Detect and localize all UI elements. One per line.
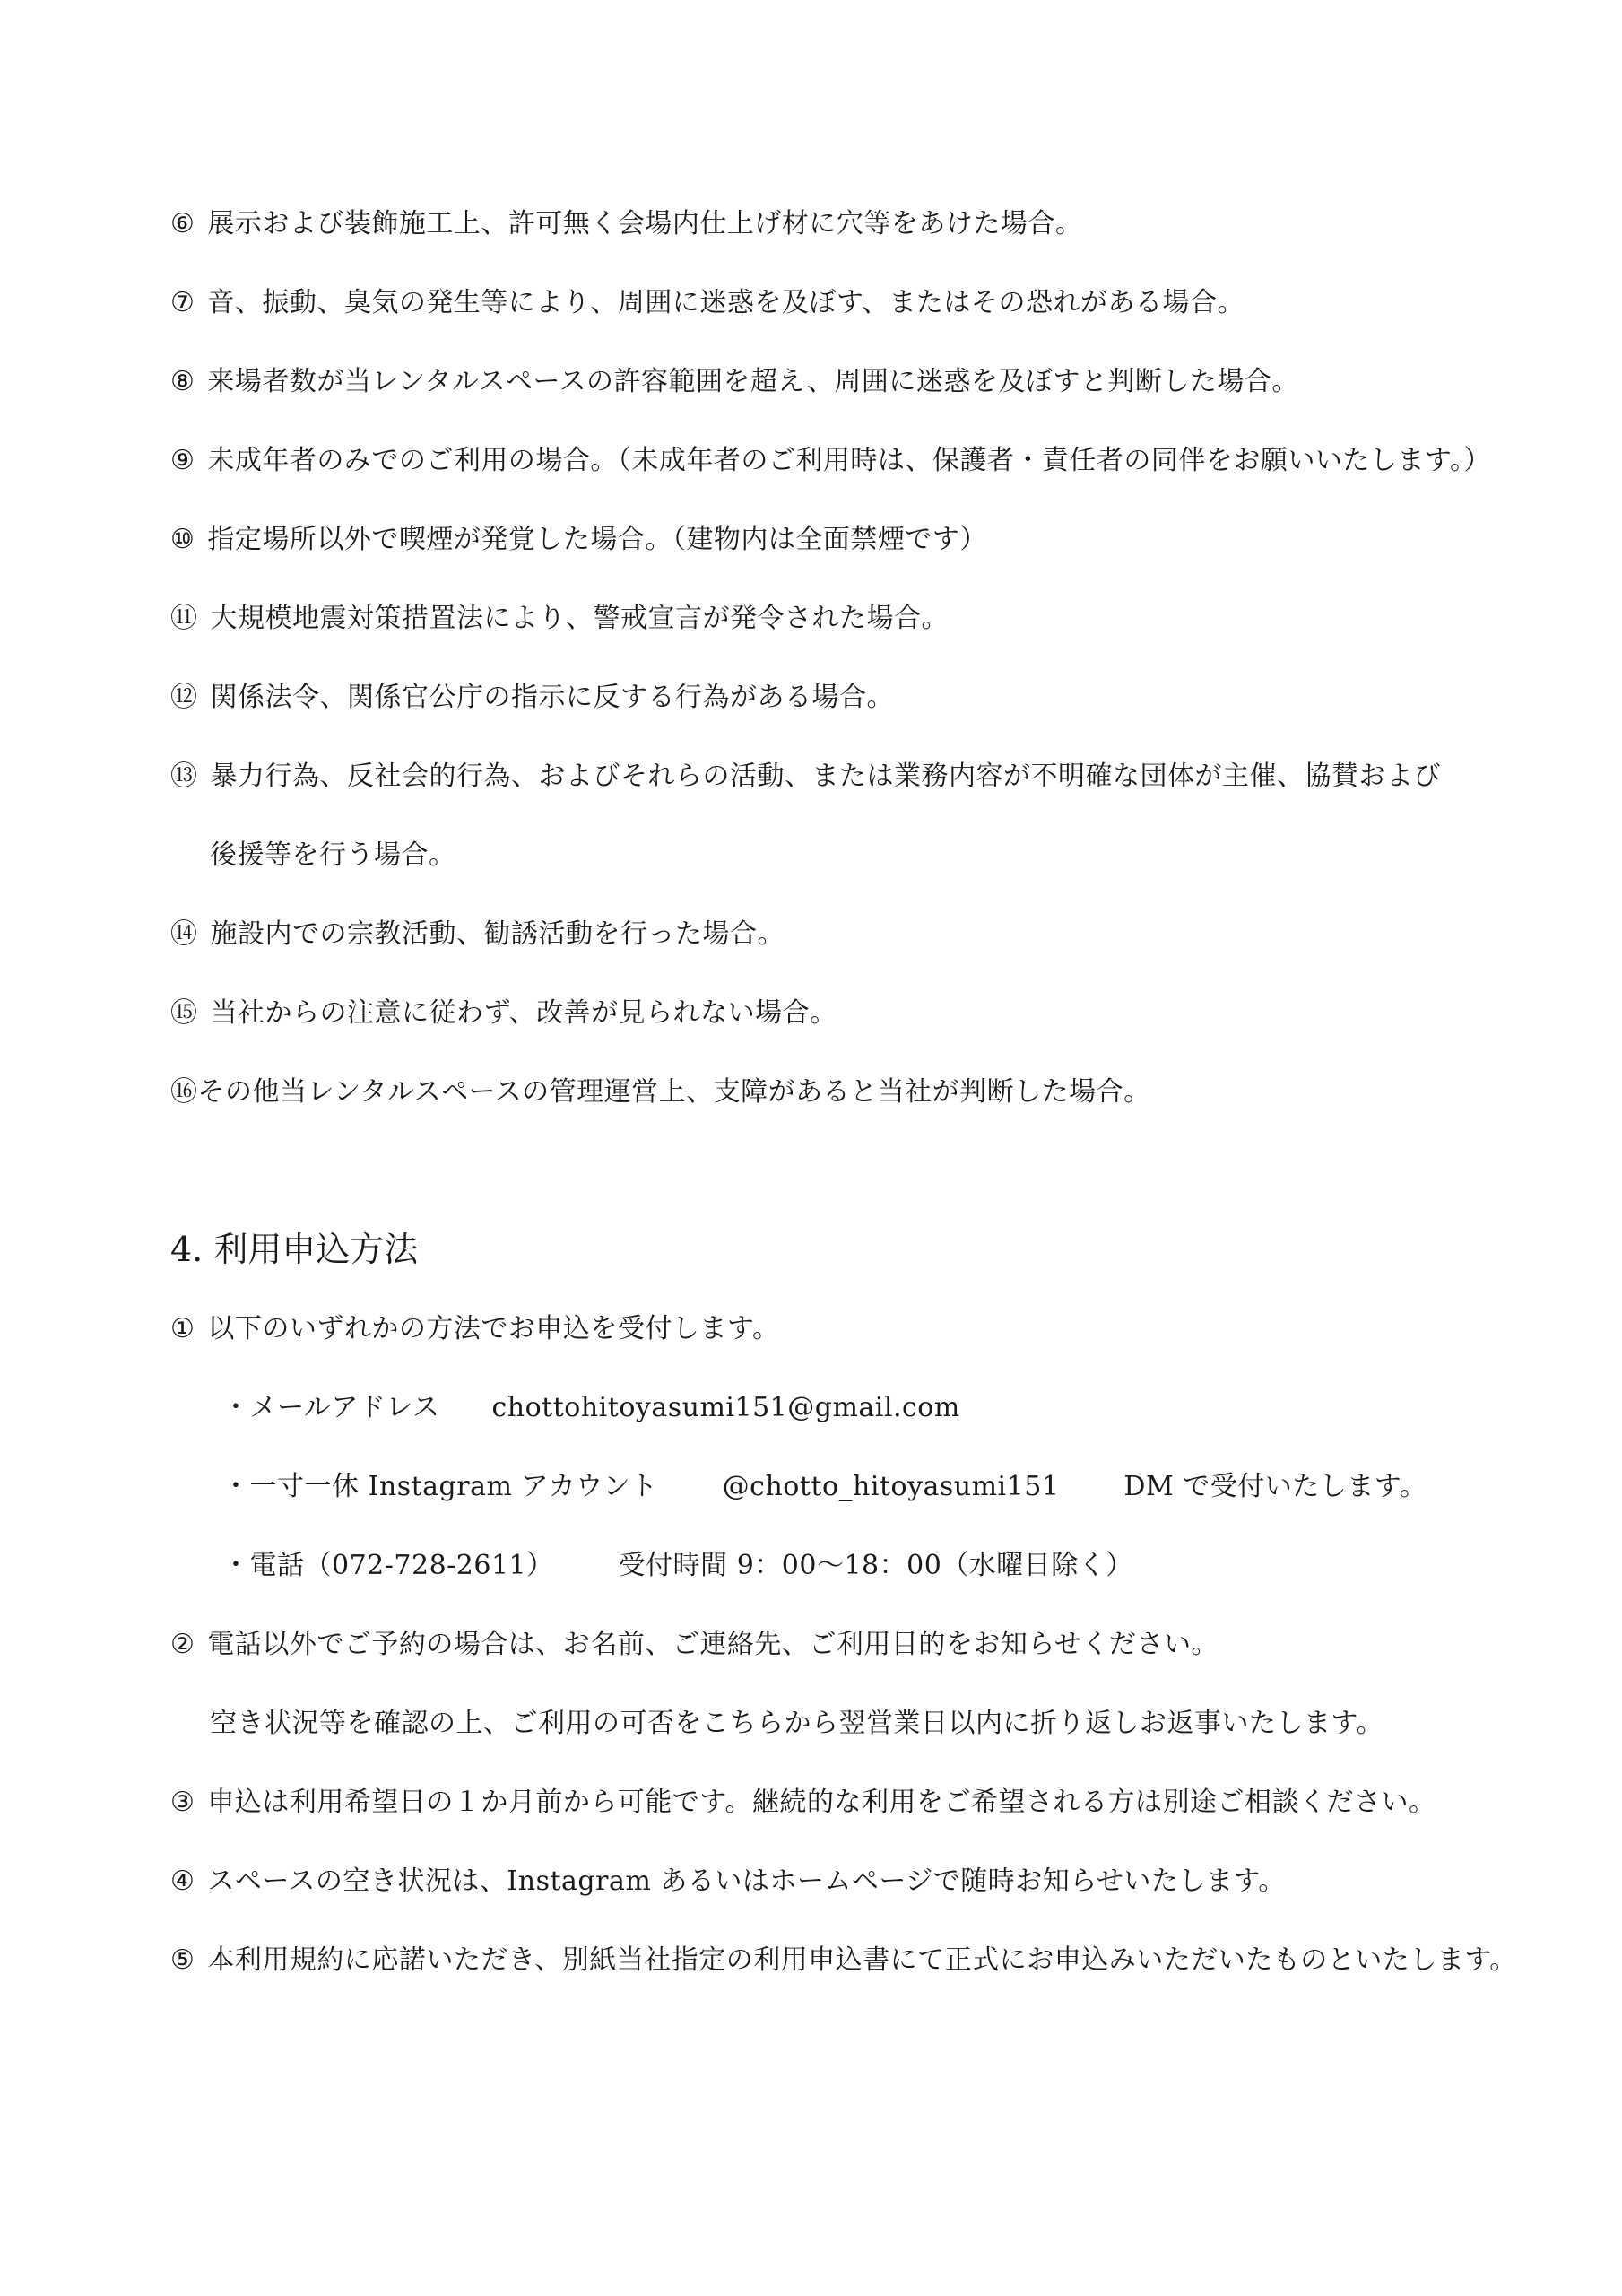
item-number: ④ (170, 1866, 195, 1897)
item-text: 電話以外でご予約の場合は、お名前、ご連絡先、ご利用目的をお知らせください。 (207, 1629, 1219, 1660)
list-item (170, 1627, 1219, 1663)
item-text: その他当レンタルスペースの管理運営上、支障があると当社が判断した場合。 (197, 1076, 1151, 1108)
phone-hours: 受付時間 9：00〜18：00（水曜日除く） (618, 1550, 1133, 1581)
item-number: ⑦ (170, 287, 195, 318)
item-text: 申込は利用希望日の１か月前から可能です。継続的な利用をご希望される方は別途ご相談ください。 (207, 1787, 1436, 1818)
list-item (170, 996, 837, 1031)
section-heading: 4. 利用申込方法 (170, 1230, 419, 1269)
email-label: ・メールアドレス (222, 1392, 440, 1423)
item-text: 来場者数が当レンタルスペースの許容範囲を超え、周囲に迷惑を及ぼすと判断した場合。 (207, 366, 1299, 397)
item-text: 施設内での宗教活動、勧誘活動を行った場合。 (210, 918, 785, 950)
item-number: ⑯ (170, 1076, 198, 1108)
contact-instagram (222, 1469, 1427, 1505)
item-number: ⑬ (170, 761, 198, 792)
item-text: 本利用規約に応諾いただき、別紙当社指定の利用申込書にて正式にお申込みいただいたものといたします。 (207, 1944, 1517, 1976)
contact-email (222, 1390, 960, 1426)
item-text: 大規模地震対策措置法により、警戒宣言が発令された場合。 (210, 603, 949, 634)
instagram-handle-link[interactable]: @chotto_hitoyasumi151 (722, 1471, 1060, 1502)
contact-phone (222, 1548, 1133, 1584)
list-item (170, 285, 1245, 321)
item-text: 空き状況等を確認の上、ご利用の可否をこちらから翌営業日以内に折り返しお返事いたします。 (210, 1708, 1384, 1739)
phone-label: ・電話（072-728-2611） (222, 1550, 554, 1581)
item-number: ⑤ (170, 1944, 195, 1976)
list-item (170, 443, 1491, 479)
item-text: 後援等を行う場合。 (210, 839, 456, 871)
item-number: ② (170, 1629, 195, 1660)
list-item-continuation (210, 838, 456, 874)
item-text: 以下のいずれかの方法でお申込を受付します。 (207, 1313, 780, 1344)
instagram-label: ・一寸一休 Instagram アカウント (222, 1471, 658, 1502)
instagram-note: DM で受付いたします。 (1123, 1471, 1427, 1502)
list-item (170, 601, 949, 637)
item-text: 暴力行為、反社会的行為、およびそれらの活動、または業務内容が不明確な団体が主催、協賛および (210, 761, 1441, 792)
item-number: ⑭ (170, 918, 198, 950)
list-item (170, 759, 1441, 795)
item-number: ⑧ (170, 366, 195, 397)
list-item (170, 1311, 780, 1347)
list-item (170, 1943, 1517, 1979)
item-text: 未成年者のみでのご利用の場合。（未成年者のご利用時は、保護者・責任者の同伴をお願いいたします。） (207, 445, 1492, 476)
item-text: スペースの空き状況は、Instagram あるいはホームページで随時お知らせいたします。 (207, 1866, 1286, 1897)
list-item (170, 680, 894, 716)
item-number: ⑩ (170, 524, 195, 555)
item-text: 展示および装飾施工上、許可無く会場内仕上げ材に穴等をあけた場合。 (207, 208, 1083, 239)
item-text: 音、振動、臭気の発生等により、周囲に迷惑を及ぼす、またはその恐れがある場合。 (207, 287, 1245, 318)
list-item (170, 917, 785, 952)
list-item (170, 364, 1299, 400)
item-text: 関係法令、関係官公庁の指示に反する行為がある場合。 (210, 682, 894, 713)
list-item (170, 522, 987, 558)
list-item-continuation (210, 1706, 1383, 1742)
item-number: ① (170, 1313, 195, 1344)
list-item (170, 1785, 1436, 1821)
item-number: ⑪ (170, 603, 198, 634)
item-number: ⑨ (170, 445, 195, 476)
item-number: ⑥ (170, 208, 195, 239)
list-item (170, 206, 1082, 242)
list-item (170, 1074, 1151, 1110)
item-number: ③ (170, 1787, 195, 1818)
item-text: 指定場所以外で喫煙が発覚した場合。（建物内は全面禁煙です） (207, 524, 987, 555)
item-number: ⑮ (170, 997, 198, 1029)
list-item (170, 1864, 1286, 1900)
item-text: 当社からの注意に従わず、改善が見られない場合。 (210, 997, 837, 1029)
item-number: ⑫ (170, 682, 198, 713)
email-link[interactable]: chottohitoyasumi151@gmail.com (491, 1392, 960, 1423)
